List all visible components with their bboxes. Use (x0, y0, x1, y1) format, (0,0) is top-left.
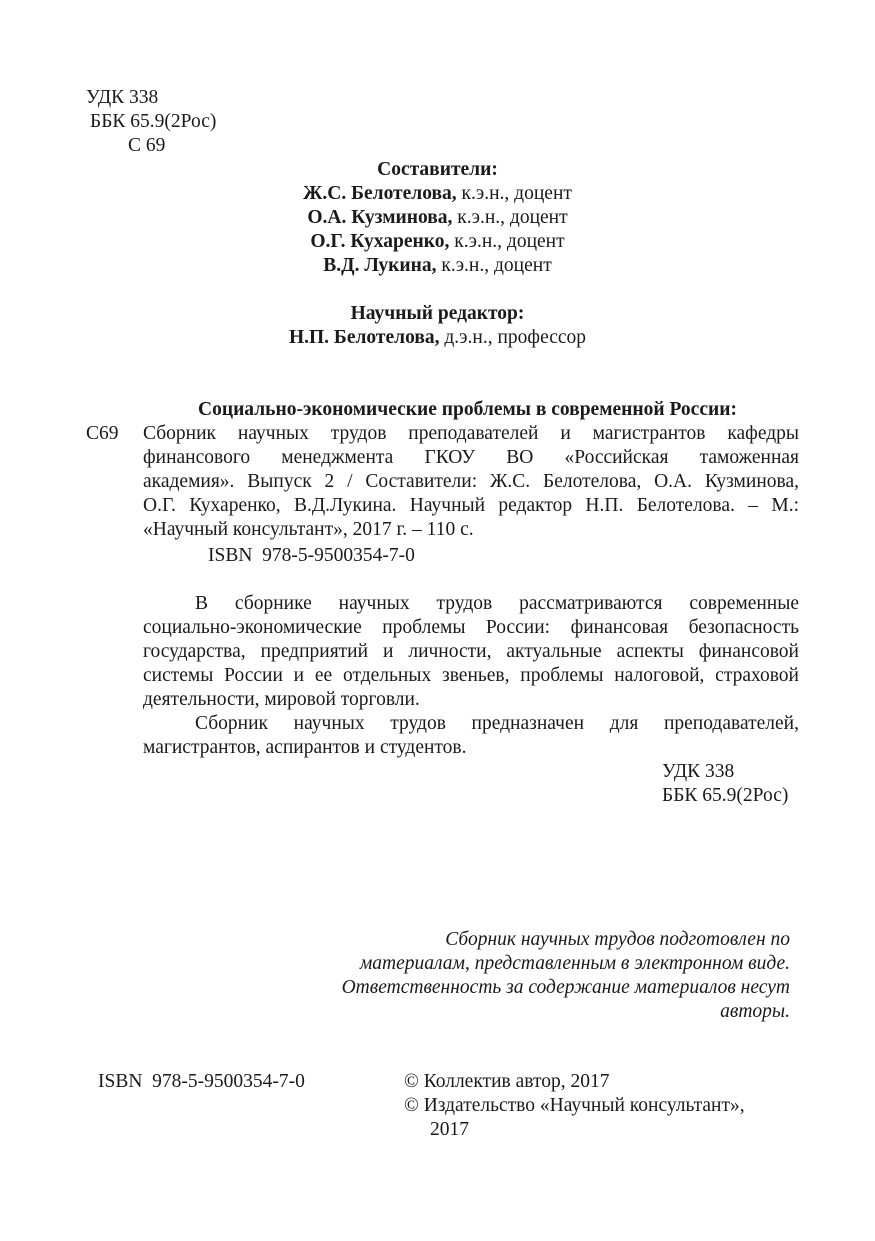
compiler-3 (0, 230, 875, 254)
bib-code: С69 (86, 423, 119, 444)
bbk-code: ББК 65.9(2Рос) (90, 111, 217, 132)
abstract (143, 592, 799, 760)
abstract-line: В сборнике научных трудов рассматриваются современные (195, 593, 799, 614)
abstract-line: системы России и ее отдельных звеньев, проблемы налоговой, страховой (143, 665, 799, 686)
bib-line: Сборник научных трудов преподавателей и магистрантов кафедры (143, 423, 799, 444)
copyright-publisher-year: 2017 (430, 1119, 469, 1140)
abstract-line: магистрантов, аспирантов и студентов. (143, 737, 467, 758)
udk-code: УДК 338 (86, 87, 159, 108)
editor-heading: Научный редактор: (350, 303, 525, 324)
abstract-line: Сборник научных трудов предназначен для преподавателей, (195, 713, 799, 734)
compilers-heading: Составители: (377, 159, 498, 180)
bib-line: О.Г. Кухаренко, В.Д.Лукина. Научный редактор Н.П. Белотелова. – М.: (143, 495, 799, 516)
bib-line: академия». Выпуск 2 / Составители: Ж.С. Белотелова, О.А. Кузминова, (143, 471, 799, 492)
compiler-2 (0, 206, 875, 230)
note-line: материалам, представленным в электронном виде. (359, 953, 790, 974)
copyright-publisher: © Издательство «Научный консультант», (404, 1095, 745, 1116)
copyright-authors: © Коллектив автор, 2017 (404, 1071, 610, 1092)
footer-isbn: ISBN 978-5-9500354-7-0 (98, 1071, 305, 1092)
compiler-3-degree: к.э.н., доцент (454, 231, 565, 252)
compiler-4-name: В.Д. Лукина, (323, 255, 437, 276)
compiler-3-name: О.Г. Кухаренко, (310, 231, 450, 252)
compiler-1-degree: к.э.н., доцент (461, 183, 572, 204)
compiler-1-name: Ж.С. Белотелова, (303, 183, 457, 204)
book-title: Социально-экономические проблемы в современной России: (198, 399, 737, 420)
note-line: Ответственность за содержание материалов несут (341, 977, 790, 998)
editor-degree: д.э.н., профессор (444, 327, 587, 348)
compiler-1 (0, 182, 875, 206)
note-line: Сборник научных трудов подготовлен по (445, 929, 790, 950)
bib-line: финансового менеджмента ГКОУ ВО «Российская таможенная (143, 447, 799, 468)
editor (0, 326, 875, 350)
compiler-2-name: О.А. Кузминова, (307, 207, 453, 228)
bib-record (143, 422, 799, 542)
abstract-line: деятельности, мировой торговли. (143, 689, 420, 710)
abstract-bbk: ББК 65.9(2Рос) (662, 785, 789, 806)
compiler-2-degree: к.э.н., доцент (457, 207, 568, 228)
abstract-udk: УДК 338 (662, 761, 735, 782)
author-mark: С 69 (128, 135, 166, 156)
bib-line: «Научный консультант», 2017 г. – 110 с. (143, 519, 474, 540)
note (240, 928, 790, 1024)
abstract-line: социально-экономические проблемы России: финансовая безопасность (143, 617, 799, 638)
compiler-4-degree: к.э.н., доцент (441, 255, 552, 276)
note-line: авторы. (720, 1001, 790, 1022)
bib-isbn: ISBN 978-5-9500354-7-0 (208, 545, 415, 566)
compiler-4 (0, 254, 875, 278)
editor-name: Н.П. Белотелова, (288, 327, 440, 348)
abstract-line: государства, предприятий и личности, актуальные аспекты финансовой (143, 641, 799, 662)
